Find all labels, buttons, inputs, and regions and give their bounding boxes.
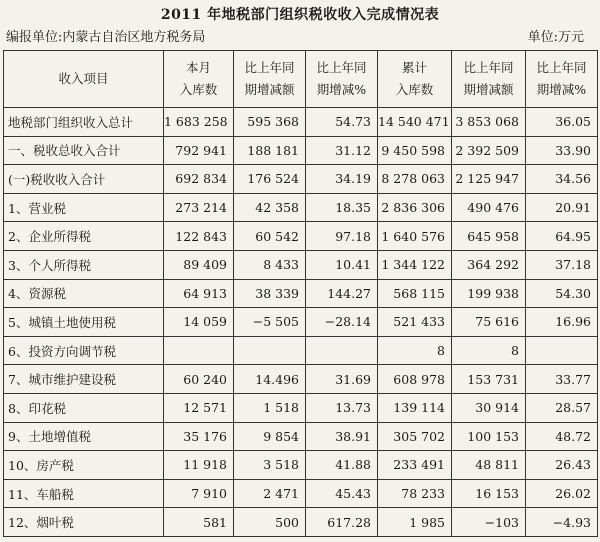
- table-cell: 14 059: [164, 308, 234, 337]
- table-cell: 2 125 947: [452, 165, 526, 194]
- table-cell: −4.93: [526, 508, 598, 537]
- row-label: 10、房产税: [4, 451, 164, 480]
- table-cell: 273 214: [164, 193, 234, 222]
- table-cell: 16.96: [526, 308, 598, 337]
- table-cell: 1 344 122: [378, 250, 452, 279]
- column-header: 比上年同 期增减额: [234, 51, 306, 108]
- table-cell: 3 853 068: [452, 108, 526, 137]
- table-row: [4, 279, 598, 308]
- table-row: [4, 308, 598, 337]
- table-cell: 36.05: [526, 108, 598, 137]
- table-cell: −5 505: [234, 308, 306, 337]
- table-row: [4, 193, 598, 222]
- table-cell: 199 938: [452, 279, 526, 308]
- column-header: 比上年同 期增减%: [306, 51, 378, 108]
- table-row: [4, 136, 598, 165]
- table-cell: 595 368: [234, 108, 306, 137]
- table-cell: 188 181: [234, 136, 306, 165]
- row-label: 6、投资方向调节税: [4, 336, 164, 365]
- table-cell: 1 683 258: [164, 108, 234, 137]
- row-label: 8、印花税: [4, 393, 164, 422]
- table-cell: −28.14: [306, 308, 378, 337]
- table-cell: 645 958: [452, 222, 526, 251]
- table-cell: 54.30: [526, 279, 598, 308]
- row-label: (一)税收收入合计: [4, 165, 164, 194]
- table-cell: [164, 336, 234, 365]
- table-cell: 26.02: [526, 479, 598, 508]
- table-cell: 38 339: [234, 279, 306, 308]
- table-cell: 97.18: [306, 222, 378, 251]
- table-cell: 33.77: [526, 365, 598, 394]
- table-cell: 48.72: [526, 422, 598, 451]
- table-cell: 10.41: [306, 250, 378, 279]
- table-cell: 568 115: [378, 279, 452, 308]
- table-cell: 9 450 598: [378, 136, 452, 165]
- column-header: 本月 入库数: [164, 51, 234, 108]
- table-cell: 11 918: [164, 451, 234, 480]
- table-cell: 64.95: [526, 222, 598, 251]
- table-cell: 75 616: [452, 308, 526, 337]
- table-row: [4, 250, 598, 279]
- table-cell: 1 640 576: [378, 222, 452, 251]
- row-label: 一、税收总收入合计: [4, 136, 164, 165]
- row-label: 5、城镇土地使用税: [4, 308, 164, 337]
- table-cell: 581: [164, 508, 234, 537]
- table-cell: 8 278 063: [378, 165, 452, 194]
- table-cell: 8: [378, 336, 452, 365]
- table-cell: 38.91: [306, 422, 378, 451]
- table-cell: 364 292: [452, 250, 526, 279]
- column-header: 累计 入库数: [378, 51, 452, 108]
- table-cell: 521 433: [378, 308, 452, 337]
- table-cell: 28.57: [526, 393, 598, 422]
- table-cell: 9 854: [234, 422, 306, 451]
- table-cell: 89 409: [164, 250, 234, 279]
- table-row: [4, 222, 598, 251]
- table-cell: 176 524: [234, 165, 306, 194]
- table-cell: 34.56: [526, 165, 598, 194]
- table-cell: 8 433: [234, 250, 306, 279]
- table-cell: 608 978: [378, 365, 452, 394]
- unit-label: 单位:万元: [527, 30, 584, 45]
- table-cell: 617.28: [306, 508, 378, 537]
- table-cell: 14 540 471: [378, 108, 452, 137]
- table-cell: 500: [234, 508, 306, 537]
- table-cell: 1 518: [234, 393, 306, 422]
- table-cell: 33.90: [526, 136, 598, 165]
- table-cell: 2 392 509: [452, 136, 526, 165]
- row-label: 12、烟叶税: [4, 508, 164, 537]
- table-cell: 2 836 306: [378, 193, 452, 222]
- table-cell: 16 153: [452, 479, 526, 508]
- table-cell: 60 240: [164, 365, 234, 394]
- table-cell: 34.19: [306, 165, 378, 194]
- table-row: [4, 165, 598, 194]
- table-cell: 42 358: [234, 193, 306, 222]
- row-label: 3、个人所得税: [4, 250, 164, 279]
- table-cell: 64 913: [164, 279, 234, 308]
- table-row: [4, 108, 598, 137]
- column-header: 收入项目: [4, 51, 164, 108]
- column-header: 比上年同 期增减%: [526, 51, 598, 108]
- table-cell: [234, 336, 306, 365]
- table-cell: 14.496: [234, 365, 306, 394]
- row-label: 9、土地增值税: [4, 422, 164, 451]
- table-cell: 12 571: [164, 393, 234, 422]
- row-label: 1、营业税: [4, 193, 164, 222]
- table-cell: 60 542: [234, 222, 306, 251]
- table-row: [4, 422, 598, 451]
- table-cell: 7 910: [164, 479, 234, 508]
- table-cell: 18.35: [306, 193, 378, 222]
- table-cell: 2 471: [234, 479, 306, 508]
- table-row: [4, 393, 598, 422]
- table-cell: 31.12: [306, 136, 378, 165]
- table-row: [4, 451, 598, 480]
- column-header: 比上年同 期增减额: [452, 51, 526, 108]
- compiler-label: 编报单位:内蒙古自治区地方税务局: [6, 30, 206, 45]
- table-cell: 122 843: [164, 222, 234, 251]
- table-cell: 41.88: [306, 451, 378, 480]
- row-label: 7、城市维护建设税: [4, 365, 164, 394]
- table-cell: 45.43: [306, 479, 378, 508]
- table-cell: 31.69: [306, 365, 378, 394]
- table-body: [4, 108, 598, 537]
- table-row: [4, 336, 598, 365]
- table-cell: 3 518: [234, 451, 306, 480]
- table-cell: 139 114: [378, 393, 452, 422]
- table-cell: 8: [452, 336, 526, 365]
- header-row: [4, 51, 598, 108]
- table-cell: [306, 336, 378, 365]
- table-cell: 13.73: [306, 393, 378, 422]
- row-label: 4、资源税: [4, 279, 164, 308]
- table-cell: 233 491: [378, 451, 452, 480]
- row-label: 2、企业所得税: [4, 222, 164, 251]
- tax-revenue-table: [3, 50, 598, 537]
- table-cell: 490 476: [452, 193, 526, 222]
- table-row: [4, 479, 598, 508]
- row-label: 11、车船税: [4, 479, 164, 508]
- table-cell: [526, 336, 598, 365]
- table-cell: 26.43: [526, 451, 598, 480]
- table-cell: 37.18: [526, 250, 598, 279]
- table-cell: 20.91: [526, 193, 598, 222]
- row-label: 地税部门组织收入总计: [4, 108, 164, 137]
- table-cell: 305 702: [378, 422, 452, 451]
- table-cell: 1 985: [378, 508, 452, 537]
- table-cell: 48 811: [452, 451, 526, 480]
- table-title: 2011 年地税部门组织税收收入完成情况表: [160, 7, 440, 23]
- table-row: [4, 508, 598, 537]
- table-cell: 792 941: [164, 136, 234, 165]
- table-cell: 100 153: [452, 422, 526, 451]
- table-cell: 78 233: [378, 479, 452, 508]
- table-cell: −103: [452, 508, 526, 537]
- table-cell: 153 731: [452, 365, 526, 394]
- table-cell: 692 834: [164, 165, 234, 194]
- table-cell: 30 914: [452, 393, 526, 422]
- table-cell: 144.27: [306, 279, 378, 308]
- table-cell: 54.73: [306, 108, 378, 137]
- table-row: [4, 365, 598, 394]
- table-cell: 35 176: [164, 422, 234, 451]
